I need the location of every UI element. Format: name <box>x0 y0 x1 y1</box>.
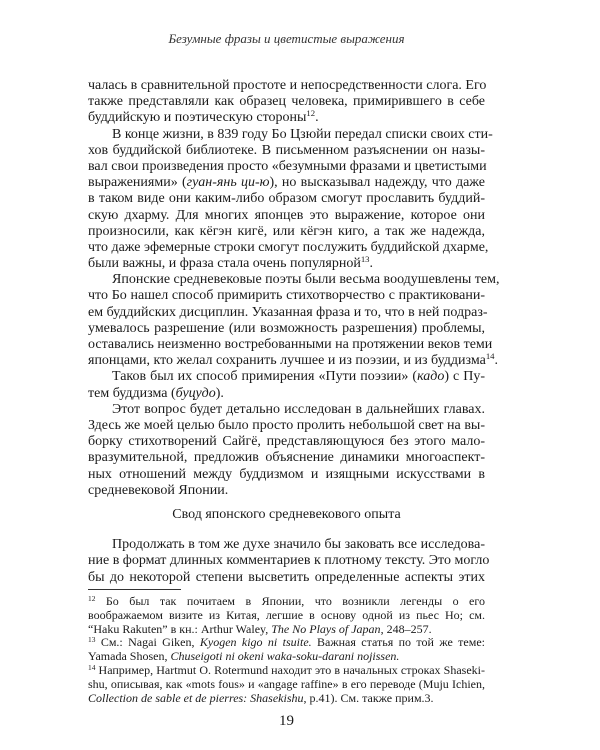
text-line <box>88 450 485 466</box>
footnote-line <box>88 692 485 706</box>
text-segment: Продолжать в том же духе значило бы заковать все исследова- <box>112 537 485 552</box>
text-segment: Важная статья по той же теме: <box>311 635 485 650</box>
text-line <box>88 159 485 175</box>
text-segment: ных отношений между буддизмом и изящными искусствами в <box>88 466 485 482</box>
italic-text: Chuseigoti ni okeni waka-soku-darani nojissen. <box>170 649 400 664</box>
text-line <box>88 110 485 126</box>
text-segment: средневековой Японии. <box>88 482 229 498</box>
text-segment: ем буддийских дисциплин. Указанная фраза и то, что в ней подраз- <box>88 304 488 320</box>
text-line <box>88 467 485 483</box>
text-segment: буддийскую и поэтическую стороны <box>88 110 307 126</box>
text-line <box>88 570 485 586</box>
footnote-line <box>88 650 485 664</box>
text-line <box>88 288 485 304</box>
footnote-line <box>88 609 485 623</box>
text-line <box>88 537 485 553</box>
footnote-divider <box>88 589 181 590</box>
text-segment: Японские средневековые поэты были весьма воодушевлены тем, <box>112 272 500 288</box>
text-segment: Бо был так почитаем в Японии, что возникли легенды о его <box>95 594 485 608</box>
text-line <box>88 256 485 272</box>
text-segment: вал свои произведения просто «безумными фразами и цветистыми <box>88 158 487 174</box>
text-segment: , 248–257. <box>380 621 432 636</box>
text-segment: Этот вопрос будет детально исследован в дальнейших главах. <box>112 401 485 417</box>
text-segment: что Бо нашел способ примирить стихотворчество с практиковани- <box>88 288 485 304</box>
italic-text: гуан-янь ци-ю <box>186 175 270 191</box>
text-line <box>88 208 485 224</box>
text-line <box>88 94 485 110</box>
text-segment: хов буддийской библиотеке. В письменном разъяснении он назы- <box>88 142 485 158</box>
text-segment: ), но высказывал надежду, что даже <box>269 175 486 191</box>
text-line <box>88 126 493 143</box>
page-number: 19 <box>279 713 294 729</box>
footnote-line <box>88 595 485 609</box>
text-segment: выражениями» ( <box>88 175 187 191</box>
footnote-marker: 13 <box>360 254 370 265</box>
text-line <box>88 369 485 385</box>
text-segment: бы до некоторой степени высветить определенные аспекты этих <box>88 569 485 585</box>
section-title: Свод японского средневекового опыта <box>172 507 401 522</box>
text-line <box>88 143 485 159</box>
italic-text: Kyogen kigo ni tsuite. <box>199 635 312 650</box>
text-line <box>88 191 485 207</box>
text-line <box>88 78 485 94</box>
footnote-line <box>88 678 485 692</box>
text-line <box>88 418 485 434</box>
text-segment: ). <box>215 385 224 401</box>
text-line <box>88 351 498 369</box>
text-line <box>88 434 485 450</box>
text-segment: вразумительной, предложив объяснение динамики многоаспект- <box>88 450 485 466</box>
text-line <box>88 304 488 321</box>
text-segment: Например, Hartmut O. Rotermund находит это в начальных строках Shaseki- <box>95 662 485 677</box>
text-segment: Таков был их способ примирения «Пути поэзии» ( <box>112 369 418 385</box>
text-segment: тем буддизма ( <box>88 385 176 401</box>
text-segment: борку стихотворений Сайгё, представляющуюся без этого мало- <box>88 434 485 450</box>
text-line <box>88 402 485 418</box>
text-segment: . <box>369 256 374 272</box>
text-segment: shu, описывая, как «mots fous» и «angage raffine» в его переводе (Muju Ichien, <box>88 676 485 691</box>
text-segment: что даже эфемерные строки смогут послужить буддийской дхарме, <box>88 239 489 255</box>
footnote-marker: 12 <box>306 108 316 119</box>
text-segment: в таком виде они каким-либо образом смогут прославить буддий- <box>88 191 485 207</box>
footnote-line <box>88 664 485 678</box>
text-segment: японцами, кто желал сохранить лучшее и из поэзии, и из буддизма <box>88 353 486 369</box>
text-segment: также представляли как образец человека, примирившего в себе <box>88 94 485 110</box>
footnotes <box>88 595 485 705</box>
text-line <box>88 483 485 499</box>
text-line <box>88 175 485 191</box>
body-text <box>88 78 500 499</box>
text-line <box>88 272 500 288</box>
footnote-marker: 12 <box>88 593 96 603</box>
text-segment: См.: Nagai Giken, <box>95 635 200 650</box>
text-line <box>88 224 485 240</box>
text-segment: . <box>494 353 498 369</box>
italic-text: The No Plays of Japan <box>271 621 381 636</box>
footnote-marker: 14 <box>485 351 495 362</box>
text-segment: чалась в сравнительной простоте и непосредственности слога. Его <box>88 78 487 93</box>
text-segment: , p.41). См. также прим.3. <box>303 690 434 705</box>
text-segment: были важны, и фраза стала очень популярной <box>88 256 361 272</box>
text-segment: оставались неизменно востребованными на протяжении веков теми <box>88 337 493 352</box>
text-segment: произносили, как кёгэн кигё, или кёгэн киго, а так же надежда, <box>88 223 485 239</box>
body-text-continued <box>88 537 490 586</box>
text-segment: ние в формат длинных комментариев к плотному тексту. Это могло <box>88 553 490 569</box>
text-segment: “Haku Rakuten” в кн.: Arthur Waley, <box>88 621 272 636</box>
text-segment: скую дхарму. Для многих японцев это выражение, которое они <box>88 207 485 223</box>
footnote-line <box>88 636 485 650</box>
footnote-marker: 13 <box>88 635 96 645</box>
text-segment: Здесь же моей целью было просто пролить небольшой свет на вы- <box>88 417 485 433</box>
italic-text: буцудо <box>175 385 216 401</box>
text-segment: умевалось разрешение (или возможность разрешения) проблемы, <box>88 320 485 336</box>
text-segment: Yamada Shosen, <box>88 649 171 664</box>
text-line <box>88 337 493 353</box>
text-line <box>88 321 485 337</box>
text-segment: воображаемом визите из Китая, легшие в основу одной из пьес Но; см. <box>88 607 485 622</box>
italic-text: кадо <box>417 369 445 385</box>
running-header: Безумные фразы и цветистые выражения <box>168 31 405 46</box>
italic-text: Collection de sable et de pierres: Shasekishu <box>88 690 304 705</box>
text-line <box>88 386 485 402</box>
footnote-marker: 14 <box>88 662 96 672</box>
text-line <box>88 239 489 256</box>
footnote-line <box>88 623 485 637</box>
text-line <box>88 553 490 569</box>
text-segment: ) с Пу- <box>444 369 486 385</box>
text-segment: В конце жизни, в 839 году Бо Цзюйи передал списки своих сти- <box>112 126 493 142</box>
text-segment: . <box>315 110 319 126</box>
